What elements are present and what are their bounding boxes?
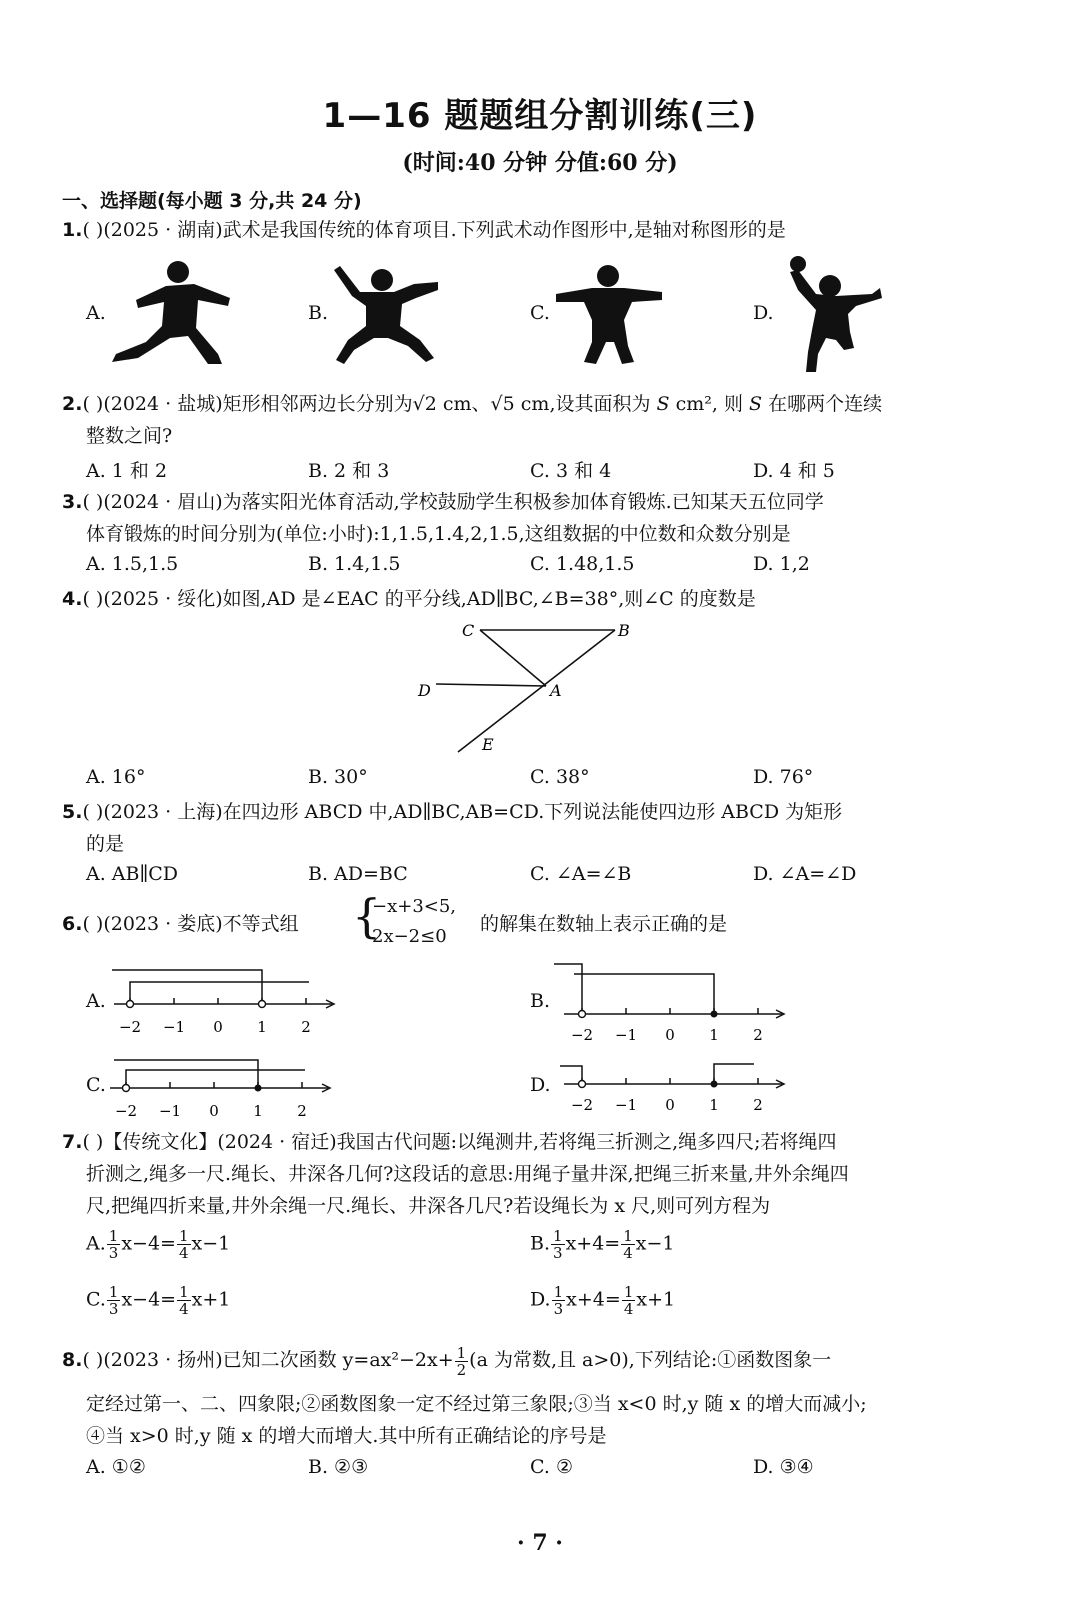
option-letter: A. — [86, 1232, 106, 1255]
tick-label: 2 — [753, 1096, 763, 1114]
fraction-one-third: $\frac{1}{3}$ — [553, 1227, 563, 1262]
question-text: (2025 · 绥化)如图,AD 是∠EAC 的平分线,AD∥BC,∠B=38°,则∠C 的度数是 — [103, 588, 756, 610]
q1-option-d: D. — [753, 302, 774, 324]
answer-blank: ( ) — [82, 219, 104, 241]
q3-option-b: B. 1.4,1.5 — [308, 553, 401, 575]
question-text: cm², 则 — [669, 393, 749, 415]
option-letter: D. — [530, 1288, 551, 1311]
label-e: E — [482, 735, 494, 754]
var-s: S — [749, 393, 763, 415]
tick-label: 0 — [665, 1096, 675, 1114]
question-text: (2023 · 娄底)不等式组 — [103, 913, 299, 935]
q3-option-d: D. 1,2 — [753, 553, 810, 575]
fraction-one-quarter: $\frac{1}{4}$ — [623, 1283, 634, 1318]
question-7-line-2: 折测之,绳多一尺.绳长、井深各几何?这段话的意思:用绳子量井深,把绳三折来量,井外余绳四 — [86, 1163, 849, 1185]
q5-option-a: A. AB∥CD — [86, 863, 179, 885]
answer-blank: ( ) — [82, 1131, 104, 1153]
q6-option-b: B. — [530, 990, 551, 1012]
question-number: 5. — [62, 801, 83, 823]
question-8-line-2: 定经过第一、二、四象限;②函数图象一定不经过第三象限;③当 x<0 时,y 随 x 的增大而减小; — [86, 1393, 867, 1415]
tick-label: −1 — [614, 1026, 638, 1044]
page-subtitle: (时间:40 分钟 分值:60 分) — [402, 150, 678, 176]
martial-arts-figure-d — [776, 254, 886, 374]
q7-option-c — [86, 1284, 230, 1317]
question-text: cm,设其面积为 — [514, 393, 657, 415]
question-number: 2. — [62, 393, 83, 415]
tick-label: 0 — [213, 1018, 223, 1036]
tick-label: 1 — [253, 1102, 263, 1120]
line-ca — [480, 630, 546, 686]
q5-option-d: D. ∠A=∠D — [753, 863, 857, 885]
page-number: · 7 · — [517, 1530, 563, 1556]
question-number: 3. — [62, 491, 83, 513]
answer-blank: ( ) — [82, 1349, 104, 1371]
fraction-one-third: $\frac{1}{3}$ — [108, 1283, 119, 1318]
martial-arts-figure-c — [552, 262, 667, 367]
tick-label: 1 — [709, 1026, 719, 1044]
tick-label: −1 — [158, 1102, 182, 1120]
question-8-line-3: ④当 x>0 时,y 随 x 的增大而增大.其中所有正确结论的序号是 — [86, 1425, 607, 1447]
tick-label: 2 — [297, 1102, 307, 1120]
number-line-a — [104, 960, 344, 1040]
martial-arts-figure-a — [108, 258, 238, 368]
question-1 — [62, 214, 786, 246]
tick-label: −2 — [570, 1096, 594, 1114]
page-title: 1—16 题题组分割训练(三) — [322, 96, 758, 136]
inequality-1: −x+3<5, — [372, 896, 457, 917]
q3-option-c: C. 1.48,1.5 — [530, 553, 635, 575]
question-text: (2023 · 扬州)已知二次函数 y=ax²−2x+ — [103, 1349, 454, 1371]
question-number: 1. — [62, 219, 83, 241]
question-8 — [62, 1344, 831, 1378]
answer-blank: ( ) — [82, 801, 104, 823]
q2-option-c: C. 3 和 4 — [530, 460, 612, 482]
tick-label: 2 — [753, 1026, 763, 1044]
q2-option-d: D. 4 和 5 — [753, 460, 835, 482]
question-5-line-2: 的是 — [86, 833, 125, 855]
tick-label: −2 — [114, 1102, 138, 1120]
label-b: B — [618, 621, 630, 640]
tick-label: −2 — [118, 1018, 142, 1036]
tick-label: 2 — [301, 1018, 311, 1036]
sqrt-5: √5 — [490, 393, 515, 415]
q3-option-a: A. 1.5,1.5 — [86, 553, 179, 575]
fraction-one-half: $\frac{1}{2}$ — [456, 1343, 467, 1379]
question-text: (2024 · 盐城)矩形相邻两边长分别为 — [103, 393, 413, 415]
question-6 — [62, 908, 299, 940]
q4-option-c: C. 38° — [530, 766, 590, 788]
q8-option-c: C. ② — [530, 1456, 573, 1478]
q6-option-c: C. — [86, 1074, 106, 1096]
unit-text: cm、 — [436, 393, 491, 415]
section-heading: 一、选择题(每小题 3 分,共 24 分) — [62, 190, 362, 212]
equation-right: x−1 — [191, 1232, 231, 1255]
q1-option-a: A. — [86, 302, 106, 324]
question-3-line-2: 体育锻炼的时间分别为(单位:小时):1,1.5,1.4,2,1.5,这组数据的中位数和众数分别是 — [86, 523, 791, 545]
fraction-one-quarter: $\frac{1}{4}$ — [178, 1227, 189, 1262]
fraction-one-quarter: $\frac{1}{4}$ — [623, 1227, 633, 1262]
answer-blank: ( ) — [82, 913, 104, 935]
q5-option-c: C. ∠A=∠B — [530, 863, 632, 885]
question-text: 【传统文化】(2024 · 宿迁)我国古代问题:以绳测井,若将绳三折测之,绳多四尺;若将绳四 — [103, 1131, 837, 1153]
q8-option-b: B. ②③ — [308, 1456, 369, 1478]
q1-option-b: B. — [308, 302, 329, 324]
question-text: 在哪两个连续 — [762, 393, 883, 415]
equation-left: x+4= — [565, 1232, 621, 1255]
q7-option-a — [86, 1228, 230, 1261]
q6-option-d: D. — [530, 1074, 551, 1096]
q7-option-d — [530, 1284, 675, 1317]
equation-left: x+4= — [566, 1288, 621, 1311]
label-d: D — [418, 681, 431, 700]
option-letter: B. — [530, 1232, 551, 1255]
question-text: (2023 · 上海)在四边形 ABCD 中,AD∥BC,AB=CD.下列说法能使四边形 ABCD 为矩形 — [103, 801, 843, 823]
var-s: S — [656, 393, 670, 415]
number-line-b — [554, 960, 794, 1048]
answer-blank: ( ) — [82, 588, 104, 610]
label-a: A — [550, 681, 562, 700]
equation-right: x+1 — [191, 1288, 231, 1311]
martial-arts-figure-b — [330, 262, 445, 367]
question-7 — [62, 1126, 837, 1158]
question-text: (2025 · 湖南)武术是我国传统的体育项目.下列武术动作图形中,是轴对称图形的是 — [103, 219, 786, 241]
fraction-one-third: $\frac{1}{3}$ — [553, 1283, 564, 1318]
question-6-tail: 的解集在数轴上表示正确的是 — [480, 913, 728, 935]
tick-label: 0 — [665, 1026, 675, 1044]
tick-label: 1 — [709, 1096, 719, 1114]
question-number: 4. — [62, 588, 83, 610]
question-5 — [62, 796, 842, 828]
question-4 — [62, 583, 756, 615]
tick-label: −2 — [570, 1026, 594, 1044]
system-brace: { — [352, 889, 382, 943]
label-c: C — [462, 621, 475, 640]
line-be — [458, 630, 615, 752]
inequality-2: 2x−2≤0 — [372, 926, 447, 947]
q2-option-a: A. 1 和 2 — [86, 460, 168, 482]
q8-option-a: A. ①② — [86, 1456, 146, 1478]
tick-label: 1 — [257, 1018, 267, 1036]
number-line-d — [554, 1058, 794, 1120]
question-2-line-2: 整数之间? — [86, 425, 173, 447]
q7-option-b — [530, 1228, 675, 1261]
equation-right: x+1 — [636, 1288, 676, 1311]
q6-option-a: A. — [86, 990, 106, 1012]
q4-option-a: A. 16° — [86, 766, 146, 788]
q4-option-b: B. 30° — [308, 766, 368, 788]
tick-label: −1 — [162, 1018, 186, 1036]
q1-option-c: C. — [530, 302, 550, 324]
question-text: (a 为常数,且 a>0),下列结论:①函数图象一 — [469, 1349, 832, 1371]
q5-option-b: B. AD=BC — [308, 863, 408, 885]
answer-blank: ( ) — [82, 491, 104, 513]
q2-option-b: B. 2 和 3 — [308, 460, 390, 482]
question-2 — [62, 388, 882, 420]
q4-option-d: D. 76° — [753, 766, 814, 788]
option-letter: C. — [86, 1288, 106, 1311]
q8-option-d: D. ③④ — [753, 1456, 814, 1478]
fraction-one-quarter: $\frac{1}{4}$ — [179, 1283, 189, 1318]
fraction-one-third: $\frac{1}{3}$ — [108, 1227, 119, 1262]
question-number: 7. — [62, 1131, 83, 1153]
answer-blank: ( ) — [82, 393, 104, 415]
question-number: 6. — [62, 913, 83, 935]
tick-label: 0 — [209, 1102, 219, 1120]
question-7-line-3: 尺,把绳四折来量,井外余绳一尺.绳长、井深各几尺?若设绳长为 x 尺,则可列方程为 — [86, 1195, 771, 1217]
equation-left: x−4= — [121, 1232, 176, 1255]
q4-geometry-figure — [410, 618, 640, 758]
equation-left: x−4= — [121, 1288, 177, 1311]
question-text: (2024 · 眉山)为落实阳光体育活动,学校鼓励学生积极参加体育锻炼.已知某天五位同学 — [103, 491, 824, 513]
question-3 — [62, 486, 824, 518]
equation-right: x−1 — [635, 1232, 675, 1255]
tick-label: −1 — [614, 1096, 638, 1114]
number-line-c — [100, 1056, 340, 1126]
question-number: 8. — [62, 1349, 83, 1371]
sqrt-2: √2 — [412, 393, 437, 415]
line-da — [436, 684, 546, 686]
